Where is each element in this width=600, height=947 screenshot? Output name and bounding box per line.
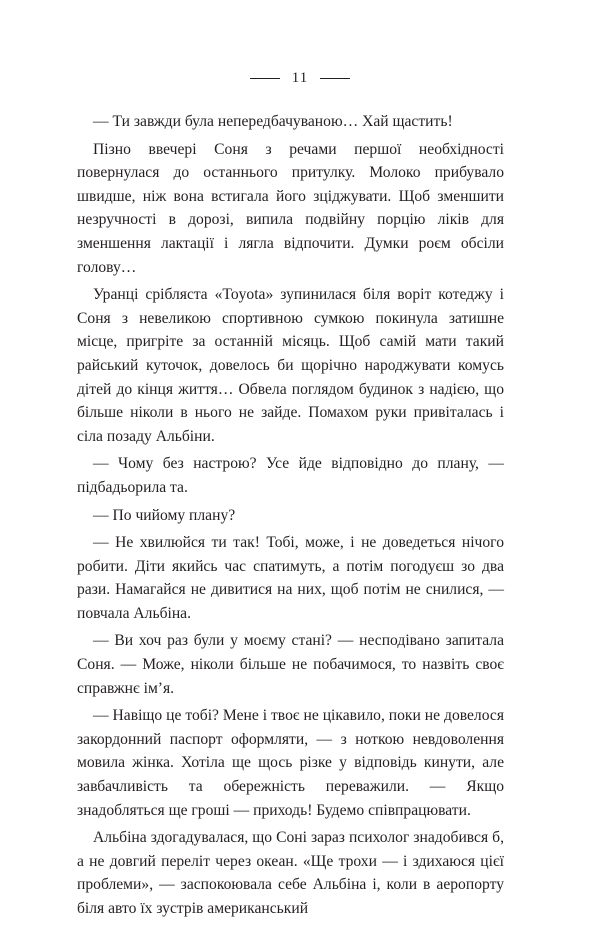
body-text	[77, 110, 504, 925]
paragraph: — Не хвилюйся ти так! Тобі, може, і не доведеться нічого робити. Діти якийсь час спатимуть, а потім погодуєш зо два рази. Намагайся не дивитися на них, щоб потім не снилися, — повчала Альбіна.	[77, 534, 504, 622]
paragraph: Уранці сріблястa «Toyota» зупинилася біля воріт котеджу і Соня з невеликою спортивною сумкою покинула затишне місце, пригріте за останній місяць. Щоб самій мати такий райський куточок, довелось би щорічно народжувати комусь дітей до кінця життя… Обвела поглядом будинок з надією, що більше ніколи в нього не зайде. Помахом руки привіталась і сіла позаду Альбіни.	[77, 286, 504, 445]
paragraph: — Ти завжди була непередбачуваною… Хай щастить!	[93, 113, 453, 130]
paragraph: — Ви хоч раз були у моєму стані? — несподівано запитала Соня. — Може, ніколи більше не побачимося, то назвіть своє справжнє ім’я.	[77, 632, 504, 697]
page-header	[0, 68, 600, 88]
page-number: 11	[291, 70, 309, 86]
paragraph: — Чому без настрою? Усе йде відповідно до плану, — підбадьорила та.	[77, 455, 504, 496]
header-dash-right	[320, 78, 350, 79]
paragraph: Пізно ввечері Соня з речами першої необхідності повернулася до останнього притулку. Молоко прибувало швидше, ніж вона встигала його зціджувати. Щоб зменшити незручності в дорозі, випила подвійну порцію ліків для зменшення лактації і лягла відпочити. Думки роєм обсіли голову…	[77, 140, 504, 276]
paragraph: — По чийому плану?	[93, 506, 236, 524]
paragraph: Альбіна здогадувалася, що Соні зараз психолог знадобився б, а не довгий переліт через океан. «Ще трохи — і здихаюся цієї проблеми», — заспокоювала себе Альбіна і, коли в аеропорту біля авто їх зустрів американський	[77, 829, 504, 917]
header-dash-left	[250, 78, 280, 79]
paragraph: — Навіщо це тобі? Мене і твоє не цікавило, поки не довелося закордонний паспорт оформляти, — з ноткою невдоволення мовила жінка. Хотіла ще щось різке у відповідь кинути, але завбачливість та обережність переважили. — Якщо знадобляться ще гроші — приходь! Будемо співпрацювати.	[77, 707, 504, 819]
